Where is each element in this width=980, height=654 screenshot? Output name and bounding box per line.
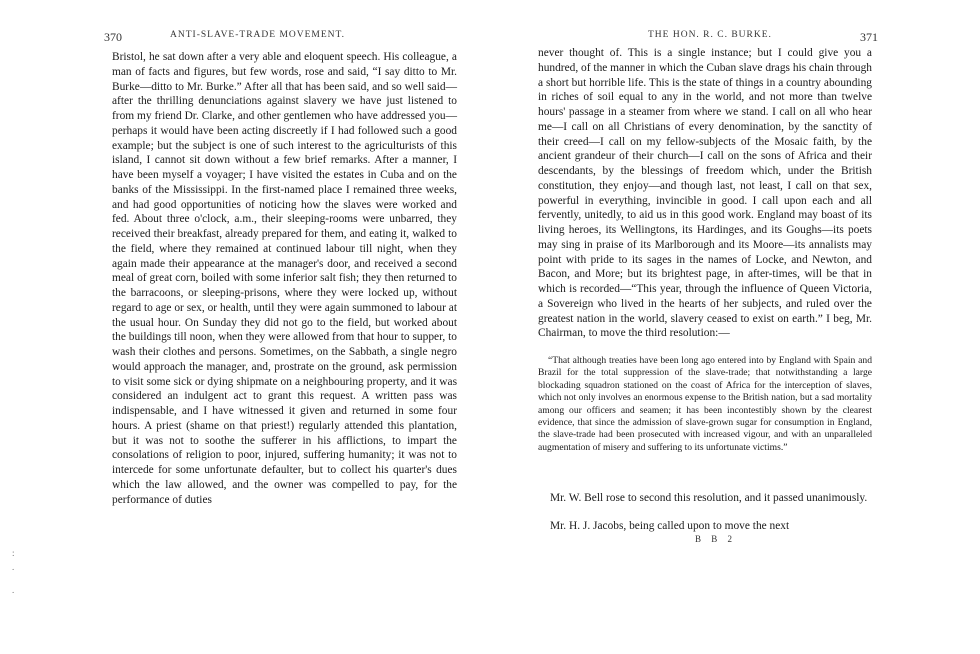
next-speaker-paragraph: Mr. H. J. Jacobs, being called upon to move the next xyxy=(550,520,790,532)
right-running-head: THE HON. R. C. BURKE. xyxy=(648,30,772,40)
right-page xyxy=(490,0,980,654)
resolution-quote: “That although treaties have been long ago entered into by England with Spain and Brazil for the total suppression of the slave-trade; that notwithstanding a large blockading squadron stationed on the coast of Africa for the interception of slaves, which not only involves an enormous expense to the British nation, but a sad mortality among our officers and seamen; it has been incontestibly shown by the clearest evidence, that since the admission of slave-grown sugar for consumption in England, the slave-trade had been prosecuted with increased vigour, and with an unparalleled augmentation of misery and suffering to its unfortunate victims.” xyxy=(538,355,872,453)
left-page-number: 370 xyxy=(104,30,122,44)
left-running-head: ANTI-SLAVE-TRADE MOVEMENT. xyxy=(170,30,345,40)
margin-mark: . xyxy=(12,562,15,572)
left-body-text: Bristol, he sat down after a very able and eloquent speech. His colleague, a man of facts and figures, but few words, rose and said, “I say ditto to Mr. Burke—ditto to Mr. Burke.” After all that has been said, and so well said—after the thrilling denunciations against slavery we have just listened to from my friend Dr. Clarke, and other gentlemen who have addressed you—perhaps it would have been acting discreetly if I had followed such a good example; but the subject is one of such interest to the agriculturists of this island, I cannot sit down without a few brief remarks. After a manner, I have been myself a voyager; I have visited the estates in Cuba and on the banks of the Mississippi. In the first-named place I remained three weeks, and had good opportunities of noticing how the slaves were worked and fed. About three o'clock, a.m., their sleeping-rooms were unbarred, they received their breakfast, already prepared for them, and eating it, walked to the field, where they remained at continued labour till night, when they again made their appearance at the manager's door, and received a second meal of great corn, boiled with some inferior salt fish; they then returned to the barracoons, or sleeping-prisons, where they were locked up, without regard to age or sex, or health, until they were again summoned to labour at the usual hour. On Sunday they did not go to the field, but worked about the buildings till noon, when they were allowed from that hour to supper, to wash their clothes and persons. Sometimes, on the Sabbath, a single negro would approach the manager, and, prostrate on the ground, ask permission to visit some sick or dying shipmate on a neighbouring property, and it was considered an indulgent act to grant this request. A written pass was indispensable, and I have witnessed it given and returned in some four hours. A priest (shame on that priest!) regularly attended this plantation, but it was not to soothe the sufferer in his afflictions, to impart the consolations of religion to poor, injured, suffering humanity; it was not to intercede for some unfortunate defaulter, but to collect his quarter's dues which the law allowed, and the owner was compelled to pay, for the performance of duties xyxy=(112,51,457,506)
signature-mark: B B 2 xyxy=(695,534,737,544)
right-page-number: 371 xyxy=(860,30,878,44)
margin-mark: : xyxy=(12,548,15,558)
right-body-text: never thought of. This is a single instance; but I could give you a hundred, of the manner in which the Cuban slave drags his chain through a short but horrible life. This is the state of things in a country abounding in riches of soil equal to any in the world, and not more than twelve hours' passage in a steamer from where we stand. I call on all who hear me—I call on all Christians of every denomination, by the sanctity of their creed—I call on my fellow-subjects of the Mosaic faith, by the ancient grandeur of their church—I call on the sons of Africa and their descendants, by the blessings of freedom which, under the British constitution, they enjoy—and though last, not least, I call on that sex, powerful in everything, invincible in good. I call upon each and all fervently, unitedly, to aid us in this good work. England may boast of its living heroes, its Wellingtons, its Hardinges, and its Goughs—its poets may sing in praise of its Marlborough and its Moore—its annalists may point with pride to its sages in the names of Locke, and Newton, and Bacon, and More; but its brightest page, in after-times, will be that in which is recorded—“This year, through the influence of Queen Victoria, a Sovereign who lived in the hearts of her subjects, and ruled over the greatest nation in the world, slavery ceased to exist on earth.” I beg, Mr. Chairman, to move the third resolution:— xyxy=(538,47,872,340)
margin-mark: . xyxy=(12,585,15,595)
seconded-paragraph: Mr. W. Bell rose to second this resolution, and it passed unanimously. xyxy=(550,492,868,504)
